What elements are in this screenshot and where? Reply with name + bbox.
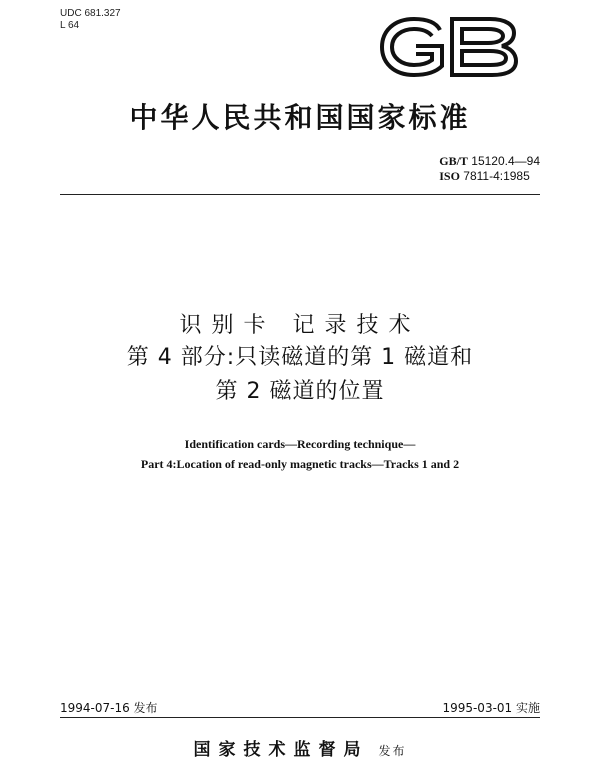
standard-numbers xyxy=(439,154,540,184)
gb-number: 15120.4—94 xyxy=(471,154,540,168)
issuer xyxy=(0,735,600,760)
bottom-divider xyxy=(60,717,540,718)
iso-label: ISO xyxy=(439,169,460,183)
standard-category-title: 中华人民共和国国家标准 xyxy=(129,101,471,134)
class-code: L 64 xyxy=(60,20,80,31)
iso-number-line xyxy=(439,169,540,184)
udc-code: UDC 681.327 xyxy=(60,8,121,19)
chinese-title-line-1: 识别卡 记录技术 xyxy=(179,313,421,338)
publish-date: 1994-07-16 发布 xyxy=(60,701,158,715)
gb-number-line xyxy=(439,154,540,169)
english-title-line-1: Identification cards—Recording technique— xyxy=(184,437,416,451)
effective-date: 1995-03-01 实施 xyxy=(442,701,540,715)
gb-logo-icon xyxy=(378,16,520,78)
gb-label: GB/T xyxy=(439,154,468,168)
top-divider xyxy=(60,194,540,195)
issuer-name: 国家技术监督局 xyxy=(193,740,369,760)
english-title-line-2: Part 4:Location of read-only magnetic tracks—Tracks 1 and 2 xyxy=(140,457,460,471)
classification-codes xyxy=(60,8,121,32)
issuer-suffix: 发布 xyxy=(378,744,407,758)
iso-number: 7811-4:1985 xyxy=(463,169,530,183)
chinese-title-line-3: 第 2 磁道的位置 xyxy=(215,379,385,404)
chinese-title-line-2: 第 4 部分:只读磁道的第 1 磁道和 xyxy=(126,345,474,370)
